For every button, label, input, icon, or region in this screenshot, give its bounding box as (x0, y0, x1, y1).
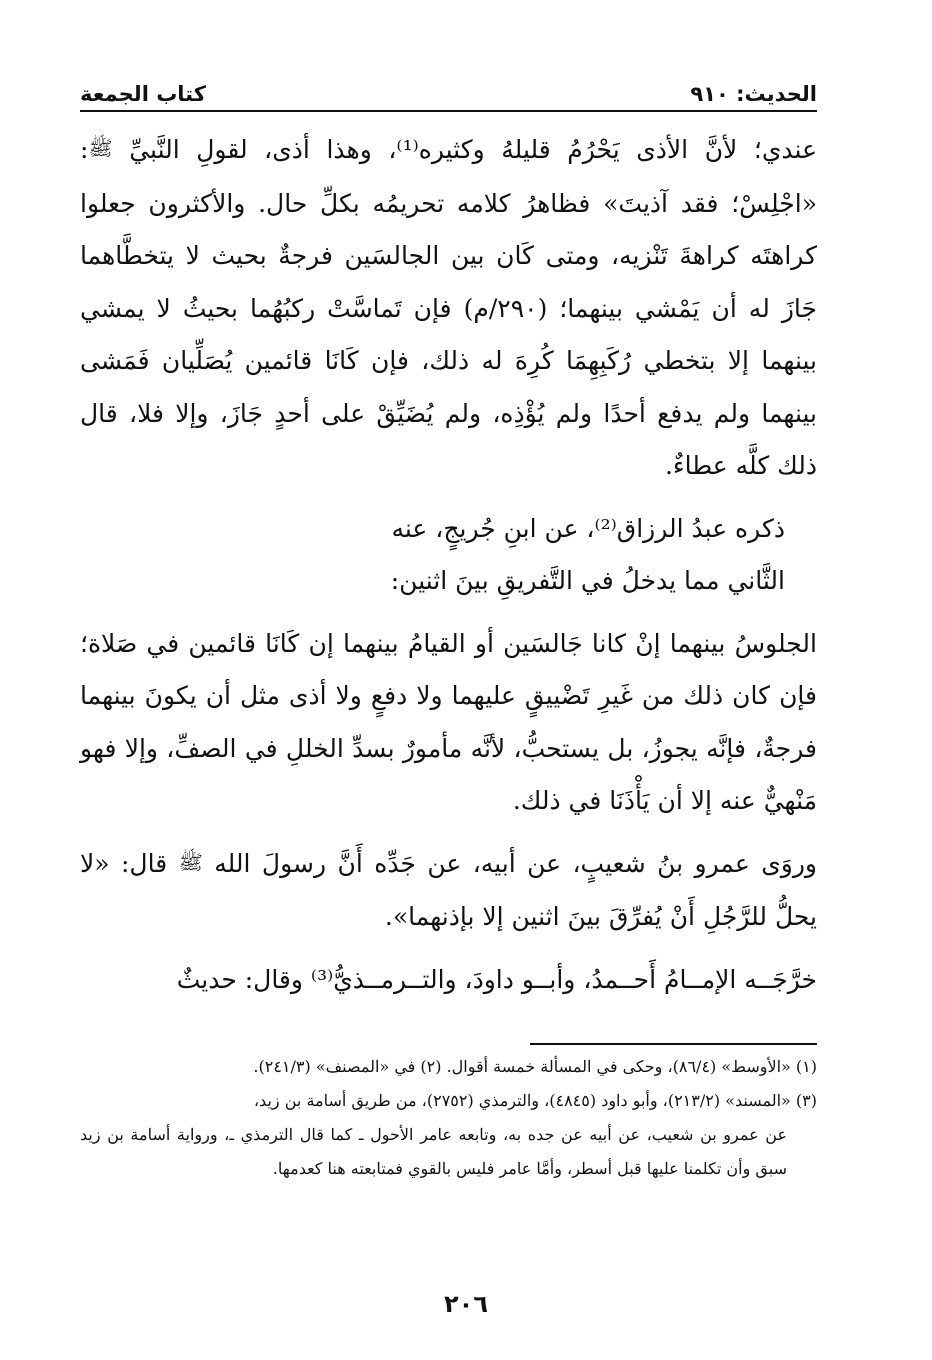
header-rule (80, 110, 817, 112)
paragraph-5-text: وروَى عمرو بنُ شعيبٍ، عن أبيه، عن جَدِّه أَنَّ رسولَ الله (214, 848, 817, 878)
main-text (80, 124, 817, 1006)
paragraph-5 (80, 838, 817, 944)
hadith-number: الحديث: ٩١٠ (690, 82, 817, 106)
footnote-3-first-line: (٣) «المسند» (٢١٣/٢)، وأبو داود (٤٨٤٥)، والترمذي (٢٧٥٢)، من طريق أسامة بن زيد، (253, 1091, 817, 1110)
paragraph-2: ذكره عبدُ الرزاق⁽²⁾، عن ابنِ جُريجٍ، عنه (391, 513, 785, 543)
page-number: ٢٠٦ (444, 1290, 488, 1318)
footnote-3-continued: عن عمرو بن شعيب، عن أبيه عن جده به، وتابعه عامر الأحول ـ كما قال الترمذي ـ، ورواية أسامة بن زيد سبق وأن تكلمنا عليها قبل أسطر، وأمَّا عامر فليس بالقوي فمتابعته هنا كعدمها. (80, 1125, 788, 1178)
paragraph-4: الجلوسُ بينهما إنْ كانا جَالسَين أو القيامُ بينهما إن كَانَا قائمين في صَلاة؛ فإن كان ذلك من غَيرِ تَضْييقٍ عليهما ولا دفعٍ ولا أذى مثل أن يكونَ بينهما فرجةٌ، فإنَّه يجوزُ، بل يستحبُّ، لأنَّه مأمورٌ بسدِّ الخللِ في الصفِّ، وإلا فهو مَنْهيٌّ عنه إلا أن يَأْذَنَا في ذلك. (80, 628, 817, 815)
paragraph-1 (80, 124, 817, 493)
paragraph-6: خرَّجَــه الإمــامُ أَحــمدُ، وأبــو داودَ، والتــرمــذيُّ⁽³⁾ وقال: حديثٌ (176, 964, 817, 994)
honorific-symbol: ﷺ (178, 849, 203, 874)
honorific-symbol: ﷺ (88, 136, 113, 160)
paragraph-1-continued: : «اجْلِسْ؛ فقد آذيتَ» فظاهرُ كلامه تحريمُه بكلِّ حال. والأكثرون جعلوا كراهتَه كراهةَ تَنْزيه، ومتى كَان بين الجالسَين فرجةٌ بحيث لا يتخطَّاهما جَازَ له أن يَمْشي بينهما؛ (٢٩٠/م) فإن تَماسَّتْ ركبُهُما بحيثُ لا يمشي بينهما إلا بتخطي رُكَبِهِمَا كُرِهَ له ذلك، فإن كَانَا قائمين يُصَلِّيان فَمَشى بينهما ولم يدفع أحدًا ولم يُؤْذِه، ولم يُضَيِّقْ على أحدٍ جَازَ، وإلا فلا، قال ذلك كلَّه عطاءٌ. (80, 135, 817, 480)
paragraph-5-continued: قال: «لا يحلُّ للرَّجُلِ أَنْ يُفرِّقَ بينَ اثنين إلا بإذنهما». (80, 848, 817, 931)
paragraph-3: الثَّاني مما يدخلُ في التَّفريقِ بينَ اثنين: (390, 566, 785, 595)
running-header (80, 70, 817, 106)
footnote-rule (530, 1043, 817, 1045)
paragraph-1-text: عندي؛ لأنَّ الأذى يَحْرُمُ قليلهُ وكثيره⁽¹⁾، وهذا أذى، لقولِ النَّبيِّ (129, 135, 817, 164)
footnotes (80, 1050, 817, 1186)
footnote-1-2: (١) «الأوسط» (٨٦/٤)، وحكى في المسألة خمسة أقوال. (٢) في «المصنف» (٢٤١/٣). (253, 1057, 817, 1076)
book-title: كتاب الجمعة (80, 82, 206, 106)
